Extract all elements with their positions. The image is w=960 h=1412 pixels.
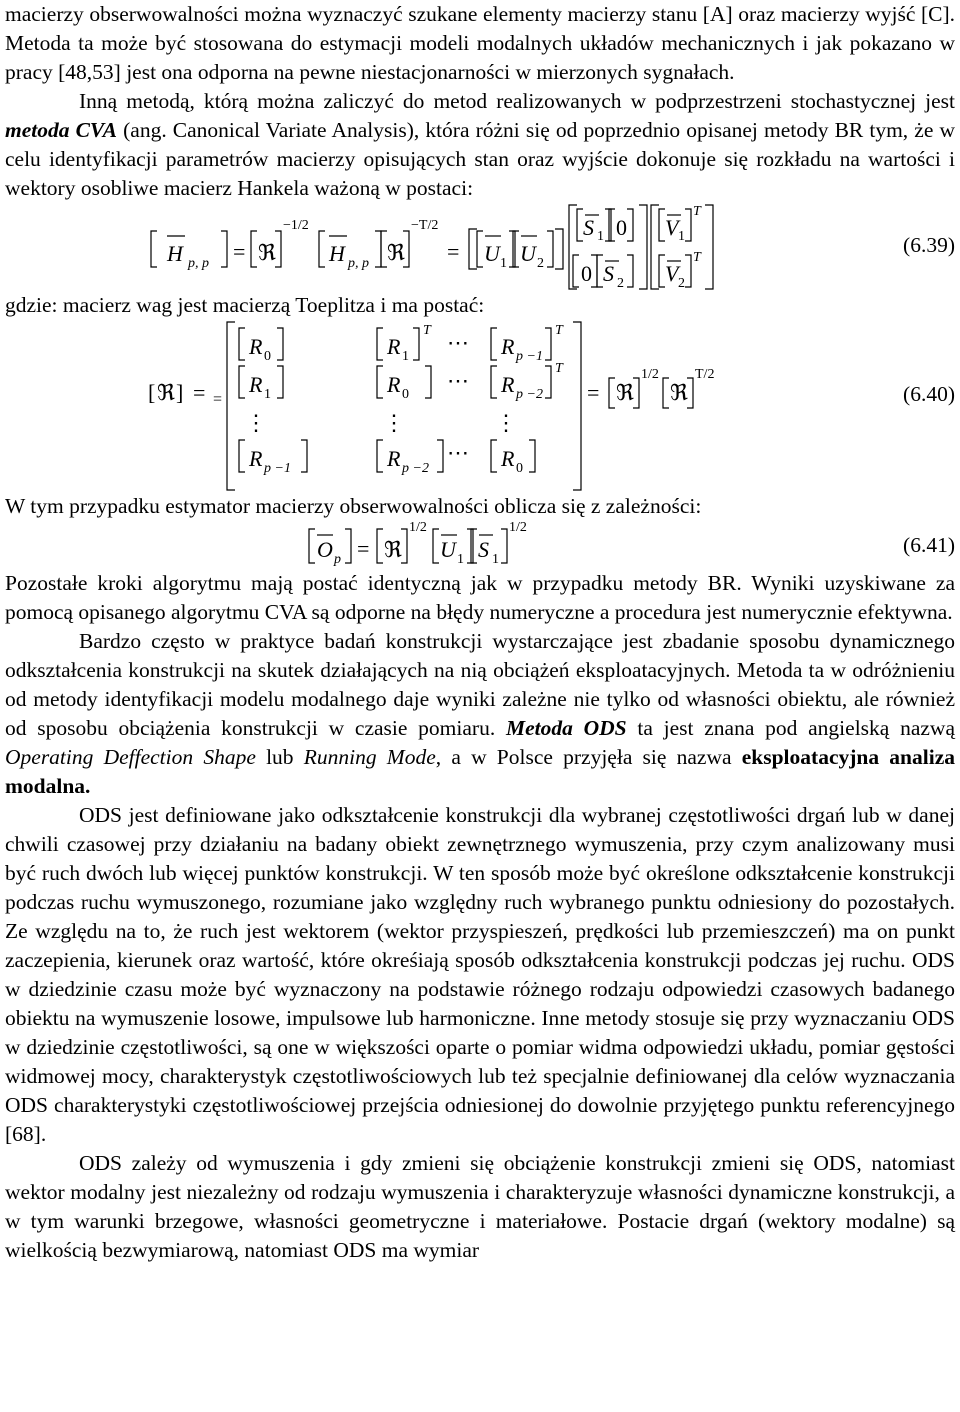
paragraph-1: macierzy obserwowalności można wyznaczyć szukane elementy macierzy stanu [A] oraz macierzy wyjść [C]. Metoda ta może być stosowana do estymacji modeli modalnych układów mechanicznych i jak pokazano w pracy [48,53] jest ona odporna na pewne niestacjonarności w mierzonych sygnałach. <box>5 2 955 84</box>
eq640-exp1: 1/2 <box>641 367 659 382</box>
eq639-v2-sub: 2 <box>678 276 685 291</box>
equation-6-41-formula <box>5 521 865 569</box>
eq641-o-sub: p <box>334 552 341 567</box>
eq641-frak: ℜ <box>384 537 402 562</box>
eq640-exp2: T/2 <box>695 367 715 382</box>
paragraph-6-text-c: ta jest znana pod angielską nazwą <box>626 716 955 740</box>
eq640-lhs-open: [ <box>148 380 156 405</box>
eq639-eq1: = <box>233 239 246 264</box>
eq640-lhs-close: ] <box>176 380 184 405</box>
paragraph-7: ODS jest definiowane jako odkształcenie konstrukcji dla wybranej częstotliwości drgań lub w danej chwili czasowej przy działaniu na badany obiekt zewnętrznego wymuszenia, przy czym analizowany musi być ruch dwóch lub więcej punktów konstrukcji. W ten sposób może być określone odkształcenie konstrukcji podczas ruchu wymuszonego, rozumiane jako względny ruch wybranego punktu odniesiony do pozostałych. Ze względu na to, że ruch jest wektorem (wektor przyspieszeń, prędkości lub przemieszczeń) ma on punkt zaczepienia, kierunek oraz wartość, które okreśiają sposób odkształcenia konstrukcji podczas jej ruchu. ODS w dziedzinie czasu może być wyznaczony na podstawie różnego rodzaju odpowiedzi czasowych badanego obiektu na wymuszenie losowe, impulsowe lub harmoniczne. Inne metody stosuje się przy wyznaczaniu ODS w dziedzinie częstotliwości, są one w większości oparte o pomiar widma odpowiedzi układu, pomiar gęstości widmowej mocy, charakterystyk częstotliwościowych lub też specjalnie definiowanej dla celów wyznaczania ODS charakterystyki częstotliwościowej przejścia odniesionej do dowolnie przyjętego punktu referencyjnego [68]. <box>5 803 955 1146</box>
paragraph-2 <box>5 87 955 203</box>
eq639-exp1: −1/2 <box>283 218 309 233</box>
eq640-r22: R <box>387 372 401 397</box>
text-column <box>5 0 955 1265</box>
eq640-frak1: ℜ <box>616 380 634 405</box>
equation-6-39 <box>5 203 955 291</box>
eq639-s2-sub: 2 <box>617 276 624 291</box>
eq640-r12-sub: 1 <box>402 349 409 364</box>
eq639-v1-sub: 1 <box>678 229 685 244</box>
eq640-eq1: = <box>193 380 206 405</box>
eq640-r23-sub: p −2 <box>516 387 543 402</box>
paragraph-2-text-a: Inną metodą, którą można zaliczyć do metod realizowanych w podprzestrzeni stochastycznej jest <box>79 89 955 113</box>
eq640-eq-small: = <box>213 391 223 408</box>
eq639-h2: H <box>329 241 345 266</box>
eq640-r13: R <box>501 334 515 359</box>
eq640-frak2: ℜ <box>670 380 688 405</box>
eq640-r23-sup: T <box>555 361 563 376</box>
eq641-eq: = <box>357 536 370 561</box>
eq640-vdots3: ⋮ <box>495 410 517 435</box>
equation-6-39-formula <box>5 203 865 291</box>
paragraph-5: Pozostałe kroki algorytmu mają postać identyczną jak w przypadku metody BR. Wyniki uzyskiwane za pomocą opisanego algorytmu CVA są odporne na błędy numeryczne a procedura jest numerycznie efektywna. <box>5 571 955 624</box>
eq640-dots1: ⋯ <box>447 330 469 355</box>
eq639-eq2: = <box>447 239 460 264</box>
eq640-r31-sub: p −1 <box>264 461 291 476</box>
eq639-v2-sup: T <box>693 250 701 265</box>
eq639-v1: V <box>665 215 679 240</box>
eq640-vdots1: ⋮ <box>245 410 267 435</box>
eq639-frak1: ℜ <box>258 240 276 265</box>
eq641-s: S <box>478 537 489 562</box>
paragraph-6-text-e: lub <box>255 745 304 769</box>
eq639-u2: U <box>520 241 536 266</box>
eq639-u1-sub: 1 <box>500 256 507 271</box>
eq640-lhs: ℜ <box>157 380 175 405</box>
eq640-r11-sub: 0 <box>264 349 271 364</box>
eq640-r23: R <box>501 372 515 397</box>
eq641-s-sub: 1 <box>492 552 499 567</box>
eq640-r32-sub: p −2 <box>402 461 429 476</box>
eq640-r21: R <box>249 372 263 397</box>
paragraph-6-text-a: Bardzo często w praktyce badań konstrukcji wystarczające jest zbadanie sposobu dynamicznego odkształcenia konstrukcji na skutek działających na nią obciążeń eksploatacyjnych. Metoda ta w odróżnieniu od metody identyfikacji modelu modalnego daje wyniki zależne nie tylko od własności obiektu, ale również od sposobu obciążenia konstrukcji w czasie pomiaru. <box>5 629 955 740</box>
eq641-exp1: 1/2 <box>409 520 427 535</box>
eq639-u2-sub: 2 <box>537 256 544 271</box>
eq640-dots2: ⋯ <box>447 368 469 393</box>
paragraph-3: gdzie: macierz wag jest macierzą Toeplitza i ma postać: <box>5 293 485 317</box>
paragraph-6 <box>5 627 955 801</box>
eq639-zero2: 0 <box>581 261 592 286</box>
term-ods: Metoda ODS <box>505 716 627 740</box>
eq640-r11: R <box>249 334 263 359</box>
eq640-r12-sup: T <box>423 323 431 338</box>
eq640-r21-sub: 1 <box>264 387 271 402</box>
equation-6-40 <box>5 320 955 492</box>
eq640-eq2: = <box>587 380 600 405</box>
equation-number-6-41: (6.41) <box>903 533 955 557</box>
eq639-h1-sub: p, p <box>188 256 209 271</box>
eq639-u1: U <box>484 241 500 266</box>
eq639-s1-sub: 1 <box>597 229 604 244</box>
eq641-u-sub: 1 <box>457 552 464 567</box>
eq639-s1: S <box>583 215 594 240</box>
eq639-h2-sub: p, p <box>348 256 369 271</box>
eq640-r32: R <box>387 446 401 471</box>
eq641-o: O <box>317 537 333 562</box>
term-cva: metoda CVA <box>5 118 118 142</box>
paragraph-6-text-g: , a w Polsce przyjęła się nazwa <box>435 745 742 769</box>
eq639-frak2: ℜ <box>387 240 405 265</box>
eq639-h1: H <box>167 241 183 266</box>
term-running-mode: Running Mode <box>303 745 436 769</box>
equation-number-6-39: (6.39) <box>903 233 955 257</box>
eq640-vdots2: ⋮ <box>383 410 405 435</box>
equation-number-6-40: (6.40) <box>903 382 955 406</box>
eq640-r33: R <box>501 446 515 471</box>
eq639-v2: V <box>665 261 679 286</box>
eq639-v1-sup: T <box>693 204 701 219</box>
eq640-r13-sub: p −1 <box>516 349 543 364</box>
eq639-zero1: 0 <box>616 215 627 240</box>
term-eksploatacyjna: eksploatacyjna analiza modalna. <box>5 745 955 798</box>
paragraph-8: ODS zależy od wymuszenia i gdy zmieni się obciążenie konstrukcji zmieni się ODS, natomiast wektor modalny jest niezależny od rodzaju wymuszenia i charakteryzuje własności dynamiczne konstrukcji, a w tym warunki brzegowe, własności geometryczne i materiałowe. Postacie drgań (wektory modalne) są wielkością bezwymiarową, natomiast ODS ma wymiar <box>5 1151 955 1262</box>
equation-6-41 <box>5 521 955 569</box>
term-operating-deffection-shape: Operating Deffection Shape <box>5 745 256 769</box>
equation-6-40-formula <box>5 320 865 492</box>
eq641-exp2: 1/2 <box>509 520 527 535</box>
eq639-exp2: −T/2 <box>411 218 439 233</box>
eq640-r12: R <box>387 334 401 359</box>
eq641-u: U <box>440 537 456 562</box>
eq640-dots3: ⋯ <box>447 440 469 465</box>
eq640-r13-sup: T <box>555 323 563 338</box>
paragraph-2-text-c: (ang. Canonical Variate Analysis), która różni się od poprzednio opisanej metody BR tym, że w celu identyfikacji parametrów macierzy opisujących stan oraz wyjście dokonuje się rozkładu na wartości i wektory osobliwe macierz Hankela ważoną w postaci: <box>5 118 955 200</box>
eq639-s2: S <box>603 261 614 286</box>
paragraph-4: W tym przypadku estymator macierzy obserwowalności oblicza się z zależności: <box>5 494 702 518</box>
eq640-r22-sub: 0 <box>402 387 409 402</box>
eq640-r31: R <box>249 446 263 471</box>
eq640-r33-sub: 0 <box>516 461 523 476</box>
